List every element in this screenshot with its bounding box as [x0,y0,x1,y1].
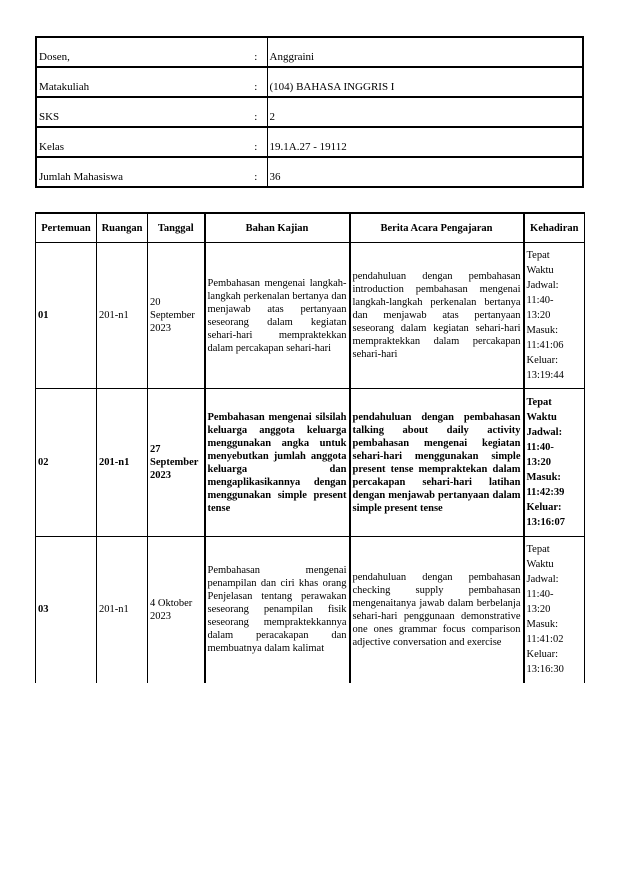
date-cell: 20 September 2023 [148,243,205,389]
attendance-line: Masuk: [526,325,558,336]
teaching-report-cell: pendahuluan dengan pembahasan checking supply pembahasan mengenaitanya jawab dalam berbelanja sehari-hari penggunaan demonstrative one ones grammar focus comparison adjective conversation and exercise [350,537,524,683]
attendance-line: Jadwal: [526,574,559,586]
attendance-line: Keluar: [526,502,562,513]
teaching-report-cell: pendahuluan dengan pembahasan introduction pembahasan mengenai langkah-langkah perkenalan bertanya dan menjawab atas pertanyaan seseorang dalam kegiatan sehari-hari mempraktekkan dalam percakapan sehari-hari [350,243,524,389]
info-separator: : [243,67,267,97]
info-row [36,67,583,97]
info-separator: : [243,37,267,67]
info-separator: : [243,97,267,127]
attendance-line: 11:42:39 [526,487,565,498]
course-info-body [36,37,583,187]
info-row [36,157,583,187]
attendance-line: Tepat [526,397,552,408]
attendance-line: Keluar: [526,649,558,661]
info-value: 19.1A.27 - 19112 [267,127,583,157]
attendance-line: 11:41:02 [526,634,564,646]
attendance-line: 13:19:44 [526,370,564,381]
info-row [36,97,583,127]
info-label: SKS [36,97,243,127]
attendance-line: 13:20 [526,457,551,468]
course-info-table [35,36,584,188]
room-cell: 201-n1 [97,243,148,389]
attendance-line: 13:20 [526,310,551,321]
attendance-line: 11:40- [526,295,554,306]
header-bahan-kajian: Bahan Kajian [205,213,350,243]
attendance-line: Tepat [526,250,550,261]
meeting-row [36,243,585,389]
attendance-line: 13:20 [526,604,551,616]
attendance-line: 13:16:30 [526,664,564,676]
info-value: Anggraini [267,37,583,67]
info-value: 2 [267,97,583,127]
attendance-line: Jadwal: [526,280,559,291]
room-cell: 201-n1 [97,537,148,683]
info-separator: : [243,127,267,157]
info-row [36,127,583,157]
attendance-cell [524,243,585,389]
header-tanggal: Tanggal [148,213,205,243]
header-kehadiran: Kehadiran [524,213,585,243]
info-label: Kelas [36,127,243,157]
date-cell: 27 September 2023 [148,389,205,537]
teaching-log-body [36,243,585,683]
info-label: Dosen, [36,37,243,67]
info-row [36,37,583,67]
attendance-line: Waktu [526,559,554,571]
info-separator: : [243,157,267,187]
attendance-line: Jadwal: [526,427,563,438]
attendance-cell [524,389,585,537]
meeting-number: 01 [36,243,97,389]
attendance-line: 11:40- [526,589,554,601]
date-cell: 4 Oktober 2023 [148,537,205,683]
attendance-line: Masuk: [526,619,558,631]
attendance-line: 13:16:07 [526,517,565,528]
header-row [36,213,585,243]
study-material-cell: Pembahasan mengenai silsilah keluarga anggota keluarga menggunakan angka untuk menyebutkan jumlah anggota keluarga dan mengaplikasikannya dengan menggunakan simple present tense [205,389,350,537]
meeting-number: 02 [36,389,97,537]
teaching-log-table [35,212,585,683]
teaching-report-cell: pendahuluan dengan pembahasan talking about daily activity pembahasan mengenai kegiatan sehari-hari menggunakan simple present tense mempraktekan dalam percakapan sehari-hari latihan dengan menjawab pertanyaan dalam simple present tense [350,389,524,537]
meeting-number: 03 [36,537,97,683]
info-value: 36 [267,157,583,187]
header-pertemuan: Pertemuan [36,213,97,243]
attendance-line: Keluar: [526,355,558,366]
attendance-line: Waktu [526,265,554,276]
meeting-row [36,389,585,537]
header-ruangan: Ruangan [97,213,148,243]
attendance-cell [524,537,585,683]
study-material-cell: Pembahasan mengenai penampilan dan ciri khas orang Penjelasan tentang perawakan seseorang penampilan fisik seseorang mempraktekkannya dalam peracakapan dan membuatnya dalam kalimat [205,537,350,683]
info-value: (104) BAHASA INGGRIS I [267,67,583,97]
attendance-line: Tepat [526,544,550,556]
attendance-line: 11:41:06 [526,340,564,351]
attendance-line: Waktu [526,412,557,423]
attendance-line: 11:40- [526,442,554,453]
info-label: Matakuliah [36,67,243,97]
room-cell: 201-n1 [97,389,148,537]
attendance-line: Masuk: [526,472,561,483]
info-label: Jumlah Mahasiswa [36,157,243,187]
header-berita-acara: Berita Acara Pengajaran [350,213,524,243]
meeting-row [36,537,585,683]
study-material-cell: Pembahasan mengenai langkah-langkah perkenalan bertanya dan menjawab atas pertanyaan seseorang dalam kegiatan sehari-hari mempraktekkan dalam percakapan sehari-hari [205,243,350,389]
